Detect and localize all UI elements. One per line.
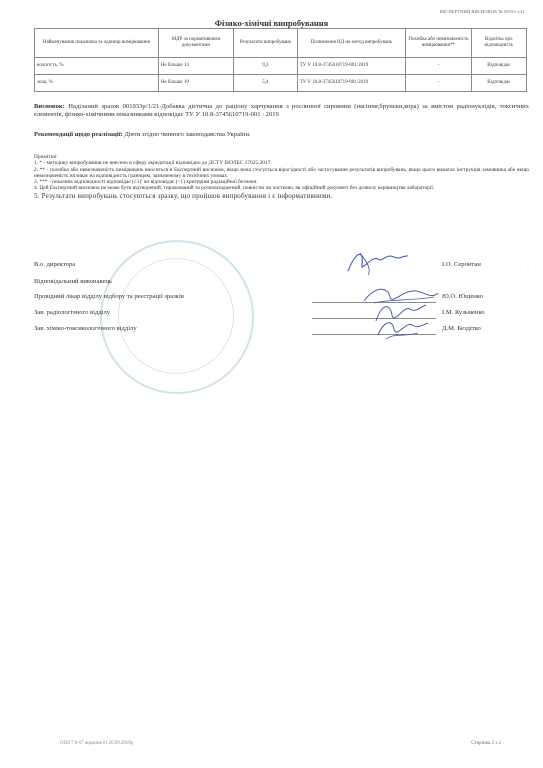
conclusion-paragraph: [34, 103, 529, 120]
signature-role: Зав. хіміко-токсикологічного відділу: [34, 325, 137, 332]
cell-indicator: зола, %: [35, 75, 159, 92]
footer-form-code: ОПЛ 7.8-07 видання 01.20.09.2019р: [60, 741, 133, 746]
section-title: Фізико-хімічні випробування: [214, 18, 329, 28]
signature-name: Д.М. Бездітко: [442, 325, 481, 332]
cell-method: ТУ У 10.8-3745610719-001:2019: [297, 75, 406, 92]
conclusion-text: Наділаний зразок 001933р/1/21-Добавка дієтична до раціону харчування з рослинної сировини (насіння,бруньки,кора) за вмістом радіонуклідів, токсичних елементів, фізико-хімічними показниками відповідає ТУ У 10.8-3745610719-001 : 2019: [34, 103, 529, 119]
conclusion-label: Висновок:: [34, 103, 65, 110]
col-header-result: Результати випробувань: [234, 29, 297, 58]
col-header-compliance: Відмітка про відповідність: [471, 29, 526, 58]
cell-result: 9,2: [234, 58, 297, 75]
notes-block: [34, 154, 529, 201]
signature-name: І.О. Серонтан: [442, 261, 481, 268]
col-header-method: Позначення НД на метод випробувань: [297, 29, 406, 58]
note-final: 5. Результати випробувань стосуються зразку, що пройшов випробування і є інформативними.: [34, 191, 333, 200]
handwritten-signature-icon: [374, 315, 430, 343]
signature-name: Ю.О. Ющенко: [442, 293, 483, 300]
cell-uncertainty: -: [406, 75, 471, 92]
signature-role: Відповідальний виконавець: [34, 278, 113, 285]
results-table: [34, 28, 527, 92]
signature-name: І.М. Кузьменко: [442, 309, 485, 316]
cell-indicator: вологість, %: [35, 58, 159, 75]
notes-title: Примітки:: [34, 154, 58, 160]
signature-row-director: [34, 261, 529, 273]
col-header-indicator: Найменування показника за одиниці вимірювання: [35, 29, 159, 58]
signature-row-toxicology: [34, 325, 529, 337]
cell-mdr: Не більше 14: [158, 58, 233, 75]
table-row: [35, 58, 527, 75]
signature-role: В.о. директора: [34, 261, 76, 268]
cell-compliance: Відповідає: [471, 75, 526, 92]
signature-row-sampling: [34, 293, 529, 305]
document-code: ЕКСПЕРТНИЙ ВИСНОВОК № 00193 з/21: [439, 9, 525, 14]
stray-mark: ·: [527, 268, 529, 274]
recommendation-paragraph: [34, 131, 529, 139]
recommendation-label: Рекомендації щодо реалізації:: [34, 131, 123, 138]
signature-row-executor: [34, 278, 529, 290]
cell-compliance: Відповідає: [471, 58, 526, 75]
col-header-mdr: МДР за нормативними документами: [158, 29, 233, 58]
recommendation-text: Діяти згідно чинного законодавства України.: [122, 131, 251, 138]
page-number: Сторінка 2 з 2: [471, 741, 501, 746]
signature-role: Провідний лікар відділу відбору та реєстрації зразків: [34, 293, 184, 300]
cell-uncertainty: -: [406, 58, 471, 75]
handwritten-signature-icon: [342, 247, 412, 277]
note-item: 1. * - методику випробування не внесено в сферу акредитації відповідно до ДСТУ ISO/IEC 17025:2017.: [34, 160, 272, 167]
note-item: 4. Цей Експертний висновок не може бути відтворений, тиражований та розповсюджений, повністю чи частково, як офіційний документ без дозволу керівництва лабораторії.: [34, 185, 435, 192]
col-header-uncertainty: Похибка або невизначеність вимірювання**: [406, 29, 471, 58]
signature-row-radiology: [34, 309, 529, 321]
cell-method: ТУ У 10.8-3745610719-001:2019: [297, 58, 406, 75]
table-row: [35, 75, 527, 92]
stray-mark: ·: [459, 158, 461, 164]
table-header-row: [35, 29, 527, 58]
note-item: 2. ** - похибка або невизначеність вимірювань вноситься в Експертний висновок, якщо вона стосується вірогідності або застосування результатів випробувань, якщо цього вимагає інструкція замовника або якщо невизначеність впливає на відповідність границям, зазначеному в технічних умовах.: [34, 166, 529, 179]
signature-role: Зав. радіологічного відділу: [34, 309, 111, 316]
cell-mdr: Не більше 10: [158, 75, 233, 92]
note-item: 3. *** - показник відповідності відповідає (≤1)' чи відповідає (>1) критеріям радіаційної безпеки.: [34, 179, 258, 186]
cell-result: 5,4: [234, 75, 297, 92]
